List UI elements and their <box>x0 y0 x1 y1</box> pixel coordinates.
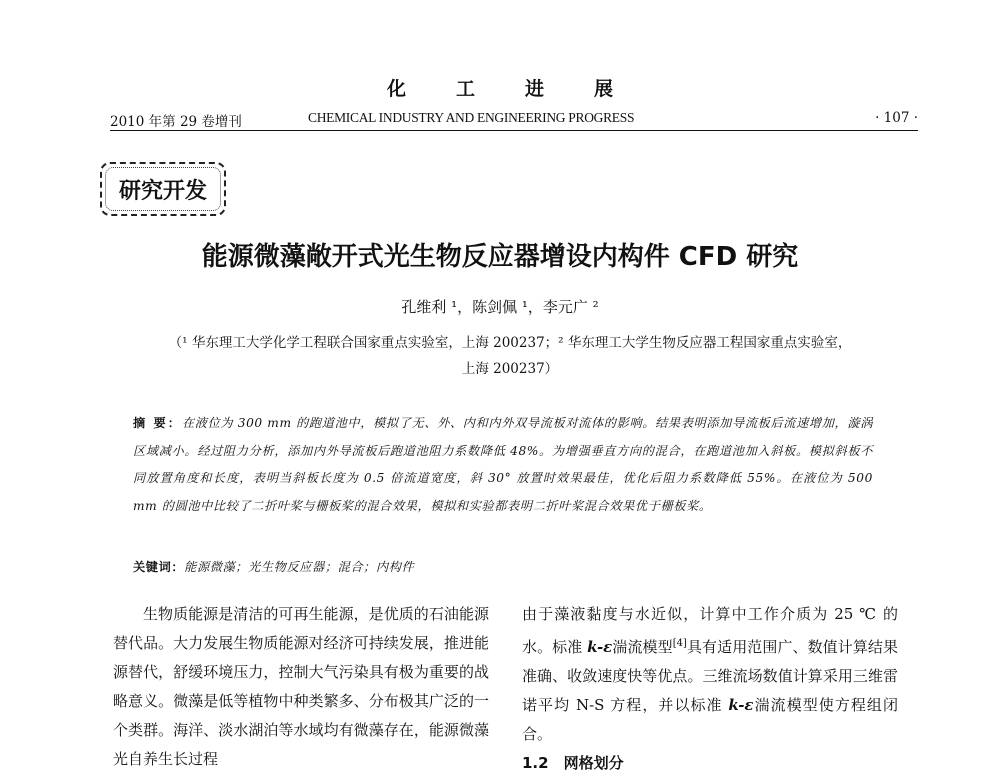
keywords <box>133 558 873 575</box>
keywords-text: 能源微藻；光生物反应器；混合；内构件 <box>184 560 415 574</box>
journal-name-cn: 化工进展 <box>386 78 663 100</box>
section-badge <box>100 162 226 216</box>
page-number: · 107 · <box>875 110 918 126</box>
subheading-mesh: 1.2 网格划分 <box>522 754 624 772</box>
math-k-epsilon: k-ε <box>587 638 613 656</box>
abstract-text: 在液位为 300 mm 的跑道池中，模拟了无、外、内和内外双导流板对流体的影响。结果表明添加导流板后流速增加，漩涡区域减小。经过阻力分析，添加内外导流板后跑道池阻力系数降低 48%。为增强垂直方向的混合，在跑道池加入斜板。模拟斜板不同放置角度和长度，表明当斜板长度为 0.5 倍流道宽度，斜 30° 放置时效果最佳，优化后阻力系数降低 55%。在液位为 500 mm 的圆池中比较了二折叶桨与栅板桨的混合效果，模拟和实验都表明二折叶桨混合效果优于栅板桨。 <box>133 416 873 513</box>
abstract-label: 摘 要： <box>133 416 182 430</box>
keywords-label: 关键词： <box>133 560 185 574</box>
running-header <box>110 110 918 131</box>
section-badge-label: 研究开发 <box>118 178 207 204</box>
affiliations <box>120 330 900 382</box>
body-column-right <box>522 600 898 778</box>
reference-4[interactable]: [4] <box>672 638 687 649</box>
affiliation-line-2: 上海 200237） <box>461 361 559 377</box>
paper-title: 能源微藻敞开式光生物反应器增设内构件 CFD 研究 <box>201 242 799 272</box>
affiliation-line-1: （¹ 华东理工大学化学工程联合国家重点实验室，上海 200237；² 华东理工大学生物反应器工程国家重点实验室， <box>168 335 852 351</box>
method-text-4: 湍流模型使方程组闭合。 <box>522 696 898 743</box>
journal-issue: 2010 年第 29 卷增刊 <box>110 114 242 130</box>
body-column-left <box>113 600 489 774</box>
journal-name-en: CHEMICAL INDUSTRY AND ENGINEERING PROGRESS <box>308 110 635 125</box>
method-text-2: 湍流模型 <box>612 638 673 656</box>
method-text-1: 由于藻液黏度与水近似，计算中工作介质为 25 ℃ 的水。标准 <box>522 605 898 656</box>
intro-paragraph: 生物质能源是清洁的可再生能源，是优质的石油能源替代品。大力发展生物质能源对经济可持续发展，推进能源替代，舒缓环境压力，控制大气污染具有极为重要的战略意义。微藻是低等植物中种类繁多、分布极其广泛的一个类群。海洋、淡水湖泊等水域均有微藻存在，能源微藻光自养生长过程 <box>113 605 489 768</box>
math-k-epsilon-2: k-ε <box>728 696 754 714</box>
abstract <box>133 410 873 520</box>
method-paragraph <box>522 600 898 749</box>
authors: 孔维利 ¹，陈剑佩 ¹，李元广 ² <box>401 298 599 316</box>
method-text-3: 具有适用范围广、数值计算结果准确、收敛速度快等优点。三维流场数值计算采用三维雷诺平均 N-S 方程，并以标准 <box>522 638 898 714</box>
